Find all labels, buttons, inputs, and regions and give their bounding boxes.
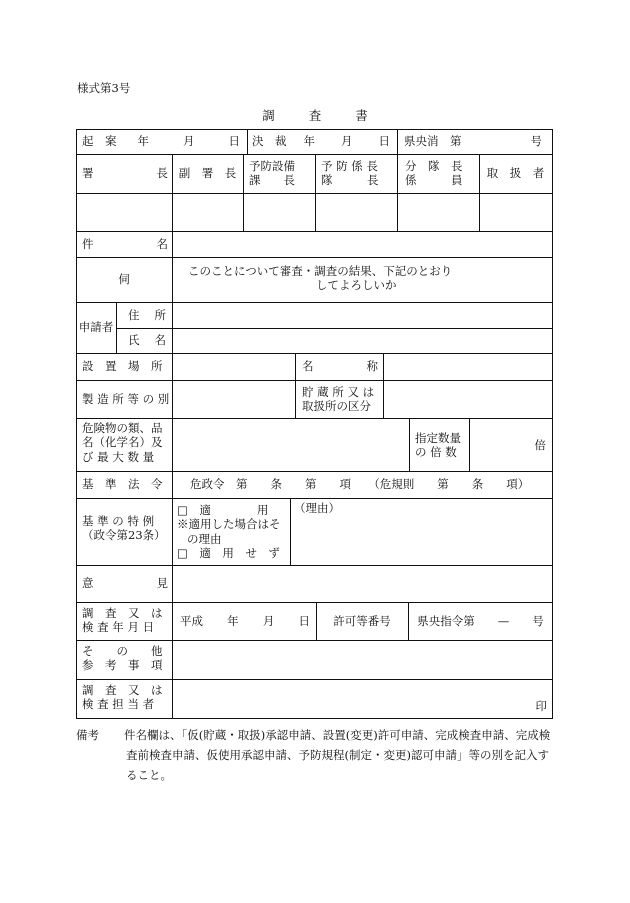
seizosho-label: 製 造 所 等 の 別 bbox=[82, 391, 170, 406]
kenmei-field[interactable] bbox=[173, 232, 552, 257]
ukagai-text: このことについて審査・調査の結果、下記のとおり してよろしいか bbox=[188, 264, 453, 293]
shimei-field[interactable] bbox=[173, 329, 552, 353]
chozosho-label: 貯 蔵 所 又 は 取扱所の区分 bbox=[302, 385, 375, 414]
toriatsukai-label: 取 扱 者 bbox=[486, 166, 545, 181]
shinseisha-label: 申請者 bbox=[78, 320, 114, 335]
chozosho-field[interactable] bbox=[384, 381, 552, 418]
kian-cell: 起 案 年 月 日 bbox=[82, 134, 240, 149]
kenmei-label: 件 名 bbox=[82, 236, 168, 251]
iken-label: 意 見 bbox=[82, 576, 168, 591]
kenou-shitei-field[interactable]: 県央指令第 — 号 bbox=[417, 613, 544, 628]
sign-box-toriatsukai[interactable] bbox=[480, 194, 552, 231]
sign-box-buntai[interactable] bbox=[398, 194, 479, 231]
sonota-field[interactable] bbox=[173, 641, 552, 679]
yobo-kakari-label: 予 防 係 長 隊 長 bbox=[321, 159, 379, 188]
shimei-label: 氏 名 bbox=[128, 333, 166, 348]
remarks-note: 備考 件名欄は、「仮(貯蔵・取扱)承認申請、設置(変更)許可申請、完成検査申請、完成検査前検査申請、仮使用承認申請、予防規程(制定・変更)認可申請」等の別を記入すること。 bbox=[76, 728, 551, 782]
tantosha-label: 調 査 又 は 検 査 担 当 者 bbox=[82, 683, 163, 712]
tekiyo-options: □ 適 用 ※適用した場合はそ の理由 □ 適 用 せ ず bbox=[177, 503, 289, 563]
chosa-date-field[interactable]: 平成 年 月 日 bbox=[180, 613, 310, 628]
seal-mark: 印 bbox=[535, 699, 547, 714]
tantosha-field[interactable] bbox=[173, 695, 547, 718]
survey-form-table bbox=[76, 129, 553, 718]
kyoka-no-label: 許可等番号 bbox=[333, 613, 391, 628]
document-title: 調査書 bbox=[262, 108, 402, 123]
kikenbutsu-field[interactable] bbox=[173, 419, 409, 471]
riyu-field[interactable]: （理由） bbox=[294, 501, 340, 515]
shitei-label: 指定数量 の 倍 数 bbox=[415, 431, 461, 460]
jusho-label: 住 所 bbox=[128, 307, 166, 322]
seizosho-field[interactable] bbox=[173, 381, 295, 418]
jusho-field[interactable] bbox=[173, 303, 552, 328]
kikenbutsu-label: 危険物の類、品 名（化学名）及 び 最 大 数 量 bbox=[82, 421, 163, 464]
setchi-basho-field[interactable] bbox=[173, 354, 295, 380]
sign-box-kakari[interactable] bbox=[316, 194, 397, 231]
kessai-cell: 決 裁 年 月 日 bbox=[252, 134, 390, 149]
form-number: 様式第3号 bbox=[77, 81, 131, 95]
ukagai-label: 伺 bbox=[118, 272, 130, 287]
fuku-shocho-label: 副 署 長 bbox=[178, 166, 237, 181]
tekiyo-checkbox[interactable]: □ 適 用 bbox=[177, 503, 269, 517]
sonota-label: そ の 他 参 考 事 項 bbox=[82, 644, 163, 673]
kijun-tokurei-label: 基 準 の 特 例 （政令第23条） bbox=[82, 514, 166, 543]
sign-box-fuku[interactable] bbox=[173, 194, 243, 231]
sign-box-setsubi[interactable] bbox=[244, 194, 315, 231]
meisho-field[interactable] bbox=[384, 354, 552, 380]
ken-number-cell: 県央消 第 号 bbox=[404, 134, 542, 149]
yobo-setsubi-label: 予防設備 課 長 bbox=[249, 159, 295, 188]
chosa-date-label: 調 査 又 は 検 査 年 月 日 bbox=[82, 606, 163, 635]
sho-cho-label: 署 長 bbox=[82, 166, 168, 181]
bai-field[interactable]: 倍 bbox=[534, 437, 546, 452]
kijun-horei-label: 基 準 法 令 bbox=[82, 477, 163, 492]
meisho-label: 名 称 bbox=[302, 359, 378, 374]
sign-box-shocho[interactable] bbox=[77, 194, 172, 231]
horei-text: 危政令 第 条 第 項 （危規則 第 条 項） bbox=[190, 477, 530, 492]
tekiyo-sezu-checkbox[interactable]: □ 適 用 せ ず bbox=[177, 546, 280, 561]
setchi-basho-label: 設 置 場 所 bbox=[82, 359, 163, 374]
buntai-label: 分 隊 長 係 員 bbox=[405, 159, 463, 188]
iken-field[interactable] bbox=[173, 566, 552, 602]
